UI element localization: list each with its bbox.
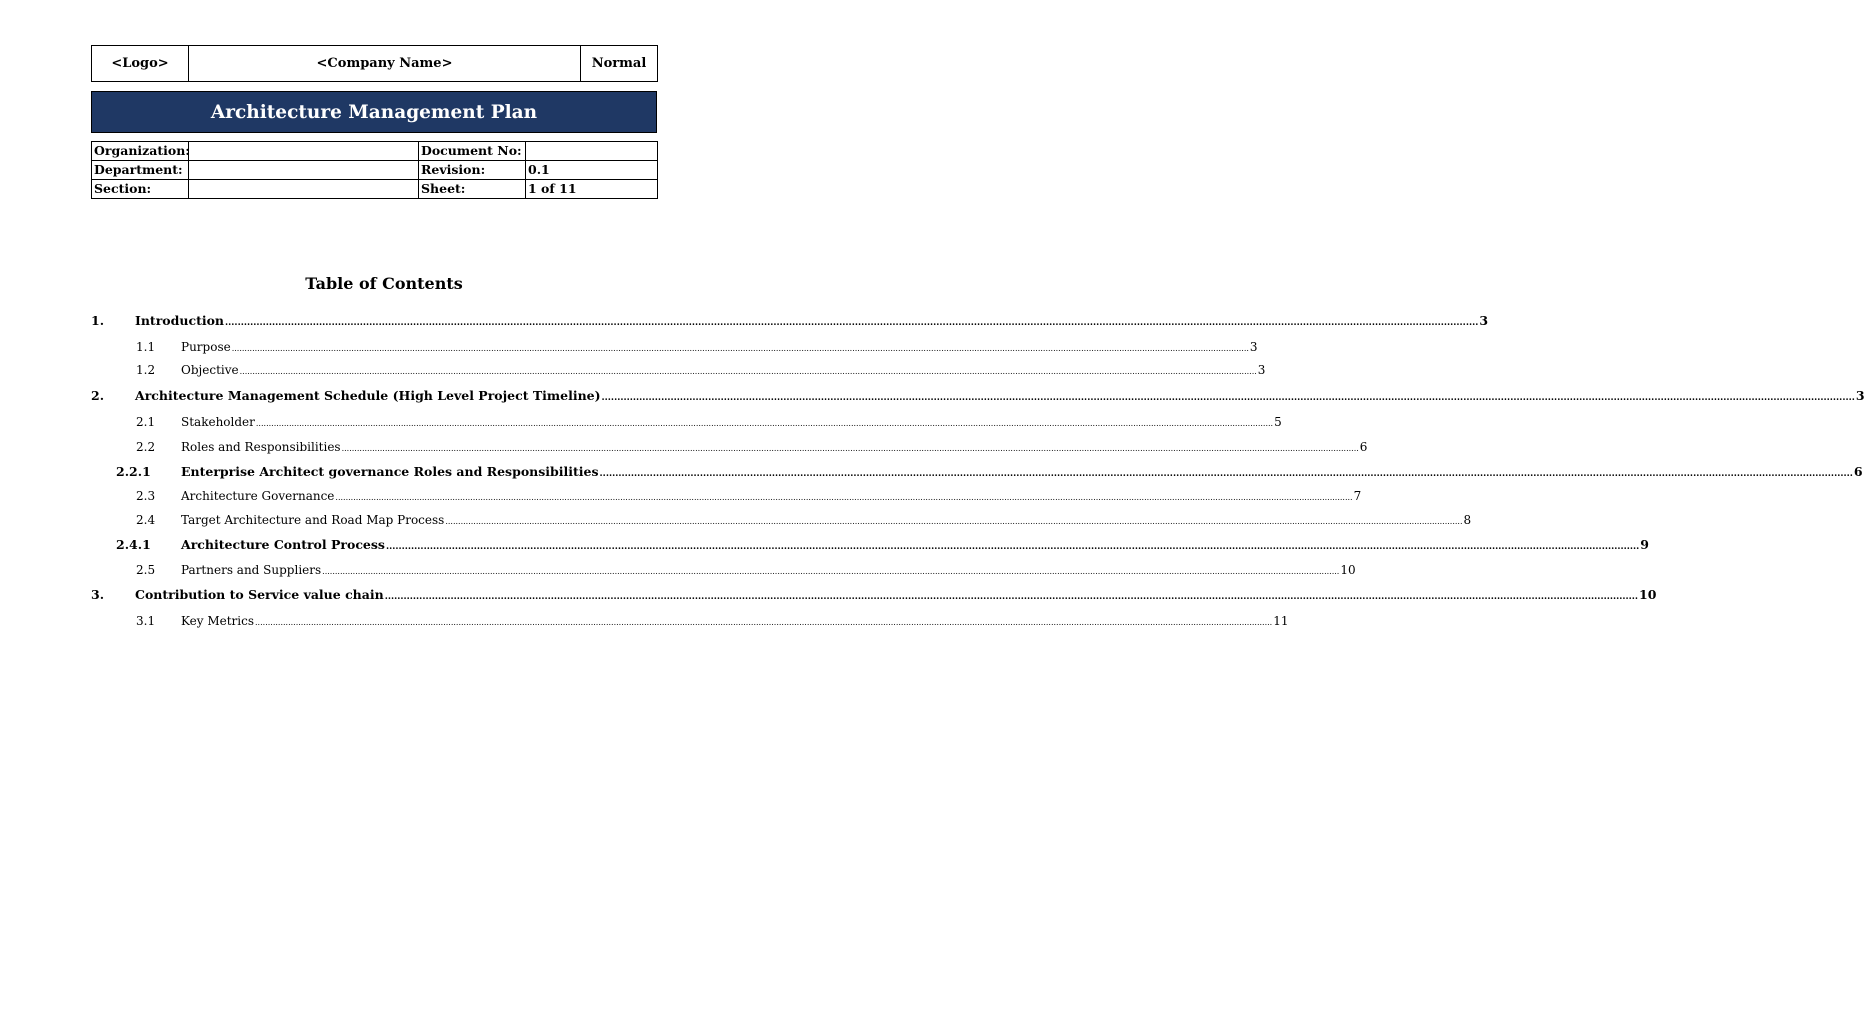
- toc-dot-leader: ................................................................................................................................................................................................................................................................................................................................................................................................................: [385, 542, 1640, 552]
- toc-entry-title: Enterprise Architect governance Roles and Responsibilities: [181, 464, 599, 479]
- toc-entry-number: 2.: [91, 388, 105, 403]
- toc-entry[interactable]: [91, 586, 1657, 604]
- toc-entry[interactable]: [116, 536, 1649, 554]
- toc-dot-leader: ................................................................................................................................................................................................................................................................................................................................................................................................................: [322, 567, 1340, 576]
- toc-entry[interactable]: [136, 511, 1472, 529]
- sheet-value: 1 of 11: [526, 180, 658, 199]
- toc-entry[interactable]: [91, 312, 1489, 330]
- toc-entry-title: Architecture Management Schedule (High Level Project Timeline): [135, 388, 601, 403]
- organization-value: [189, 142, 419, 161]
- toc-entry-title: Roles and Responsibilities: [181, 440, 341, 454]
- toc-entry-page: 3: [1257, 363, 1266, 377]
- toc-entry-number: 1.: [91, 313, 105, 328]
- revision-label: Revision:: [419, 161, 526, 180]
- document-no-value: [526, 142, 658, 161]
- toc-entry[interactable]: [136, 338, 1258, 356]
- toc-entry-page: 8: [1463, 513, 1472, 527]
- company-name: <Company Name>: [189, 46, 581, 82]
- toc-entry-number: 2.4.1: [116, 537, 151, 552]
- toc-entry-number: 2.1: [136, 415, 156, 429]
- toc-dot-leader: ................................................................................................................................................................................................................................................................................................................................................................................................................: [601, 393, 1855, 403]
- document-info-table: [91, 141, 658, 199]
- toc-dot-leader: ................................................................................................................................................................................................................................................................................................................................................................................................................: [445, 517, 1463, 526]
- toc-entry-page: 10: [1340, 563, 1356, 577]
- toc-entry-number: 3.1: [136, 614, 156, 628]
- toc-dot-leader: ................................................................................................................................................................................................................................................................................................................................................................................................................: [255, 618, 1273, 627]
- toc-entry-title: Objective: [181, 363, 239, 377]
- toc-entry[interactable]: [136, 612, 1289, 630]
- toc-dot-leader: ................................................................................................................................................................................................................................................................................................................................................................................................................: [341, 444, 1359, 453]
- toc-entry[interactable]: [91, 387, 1865, 405]
- section-value: [189, 180, 419, 199]
- logo-placeholder: <Logo>: [92, 46, 189, 82]
- toc-entry-title: Stakeholder: [181, 415, 255, 429]
- toc-entry-title: Purpose: [181, 340, 231, 354]
- toc-entry[interactable]: [136, 413, 1282, 431]
- toc-entry-page: 3: [1479, 313, 1489, 328]
- toc-entry-number: 1.2: [136, 363, 156, 377]
- department-value: [189, 161, 419, 180]
- toc-entry-number: 1.1: [136, 340, 156, 354]
- sheet-label: Sheet:: [419, 180, 526, 199]
- toc-entry-page: 3: [1855, 388, 1865, 403]
- toc-entry-page: 9: [1640, 537, 1649, 552]
- toc-title: Table of Contents: [305, 274, 463, 293]
- classification-label: Normal: [581, 46, 658, 82]
- toc-entry-number: 2.2.1: [116, 464, 151, 479]
- document-no-label: Document No:: [419, 142, 526, 161]
- toc-entry-number: 3.: [91, 587, 105, 602]
- toc-dot-leader: ................................................................................................................................................................................................................................................................................................................................................................................................................: [225, 318, 1479, 328]
- header-table: [91, 45, 658, 82]
- toc-entry-number: 2.3: [136, 489, 156, 503]
- toc-entry-page: 7: [1353, 489, 1362, 503]
- toc-dot-leader: ................................................................................................................................................................................................................................................................................................................................................................................................................: [384, 592, 1639, 602]
- toc-entry-number: 2.4: [136, 513, 156, 527]
- organization-label: Organization:: [92, 142, 189, 161]
- toc-entry-page: 6: [1359, 440, 1368, 454]
- toc-entry-title: Partners and Suppliers: [181, 563, 322, 577]
- department-label: Department:: [92, 161, 189, 180]
- toc-dot-leader: ................................................................................................................................................................................................................................................................................................................................................................................................................: [255, 419, 1274, 428]
- toc-entry[interactable]: [136, 361, 1266, 379]
- toc-entry[interactable]: [116, 463, 1863, 481]
- toc-dot-leader: ................................................................................................................................................................................................................................................................................................................................................................................................................: [335, 493, 1353, 502]
- toc-entry-page: 11: [1273, 614, 1289, 628]
- toc-entry-page: 5: [1274, 415, 1282, 429]
- document-title: Architecture Management Plan: [91, 91, 657, 133]
- revision-value: 0.1: [526, 161, 658, 180]
- toc-entry-page: 10: [1639, 587, 1657, 602]
- toc-entry-title: Architecture Control Process: [181, 537, 385, 552]
- toc-entry-title: Target Architecture and Road Map Process: [181, 513, 445, 527]
- toc-entry-page: 6: [1853, 464, 1863, 479]
- toc-entry-number: 2.2: [136, 440, 156, 454]
- toc-entry-page: 3: [1249, 340, 1258, 354]
- toc-dot-leader: ................................................................................................................................................................................................................................................................................................................................................................................................................: [239, 367, 1257, 376]
- toc-entry-title: Introduction: [135, 313, 225, 328]
- toc-entry-title: Architecture Governance: [181, 489, 335, 503]
- toc-entry[interactable]: [136, 561, 1356, 579]
- toc-entry[interactable]: [136, 487, 1362, 505]
- toc-dot-leader: ................................................................................................................................................................................................................................................................................................................................................................................................................: [231, 344, 1249, 353]
- section-label: Section:: [92, 180, 189, 199]
- toc-entry[interactable]: [136, 438, 1368, 456]
- toc-entry-title: Contribution to Service value chain: [135, 587, 384, 602]
- toc-entry-number: 2.5: [136, 563, 156, 577]
- toc-dot-leader: ................................................................................................................................................................................................................................................................................................................................................................................................................: [599, 469, 1853, 479]
- toc-entry-title: Key Metrics: [181, 614, 255, 628]
